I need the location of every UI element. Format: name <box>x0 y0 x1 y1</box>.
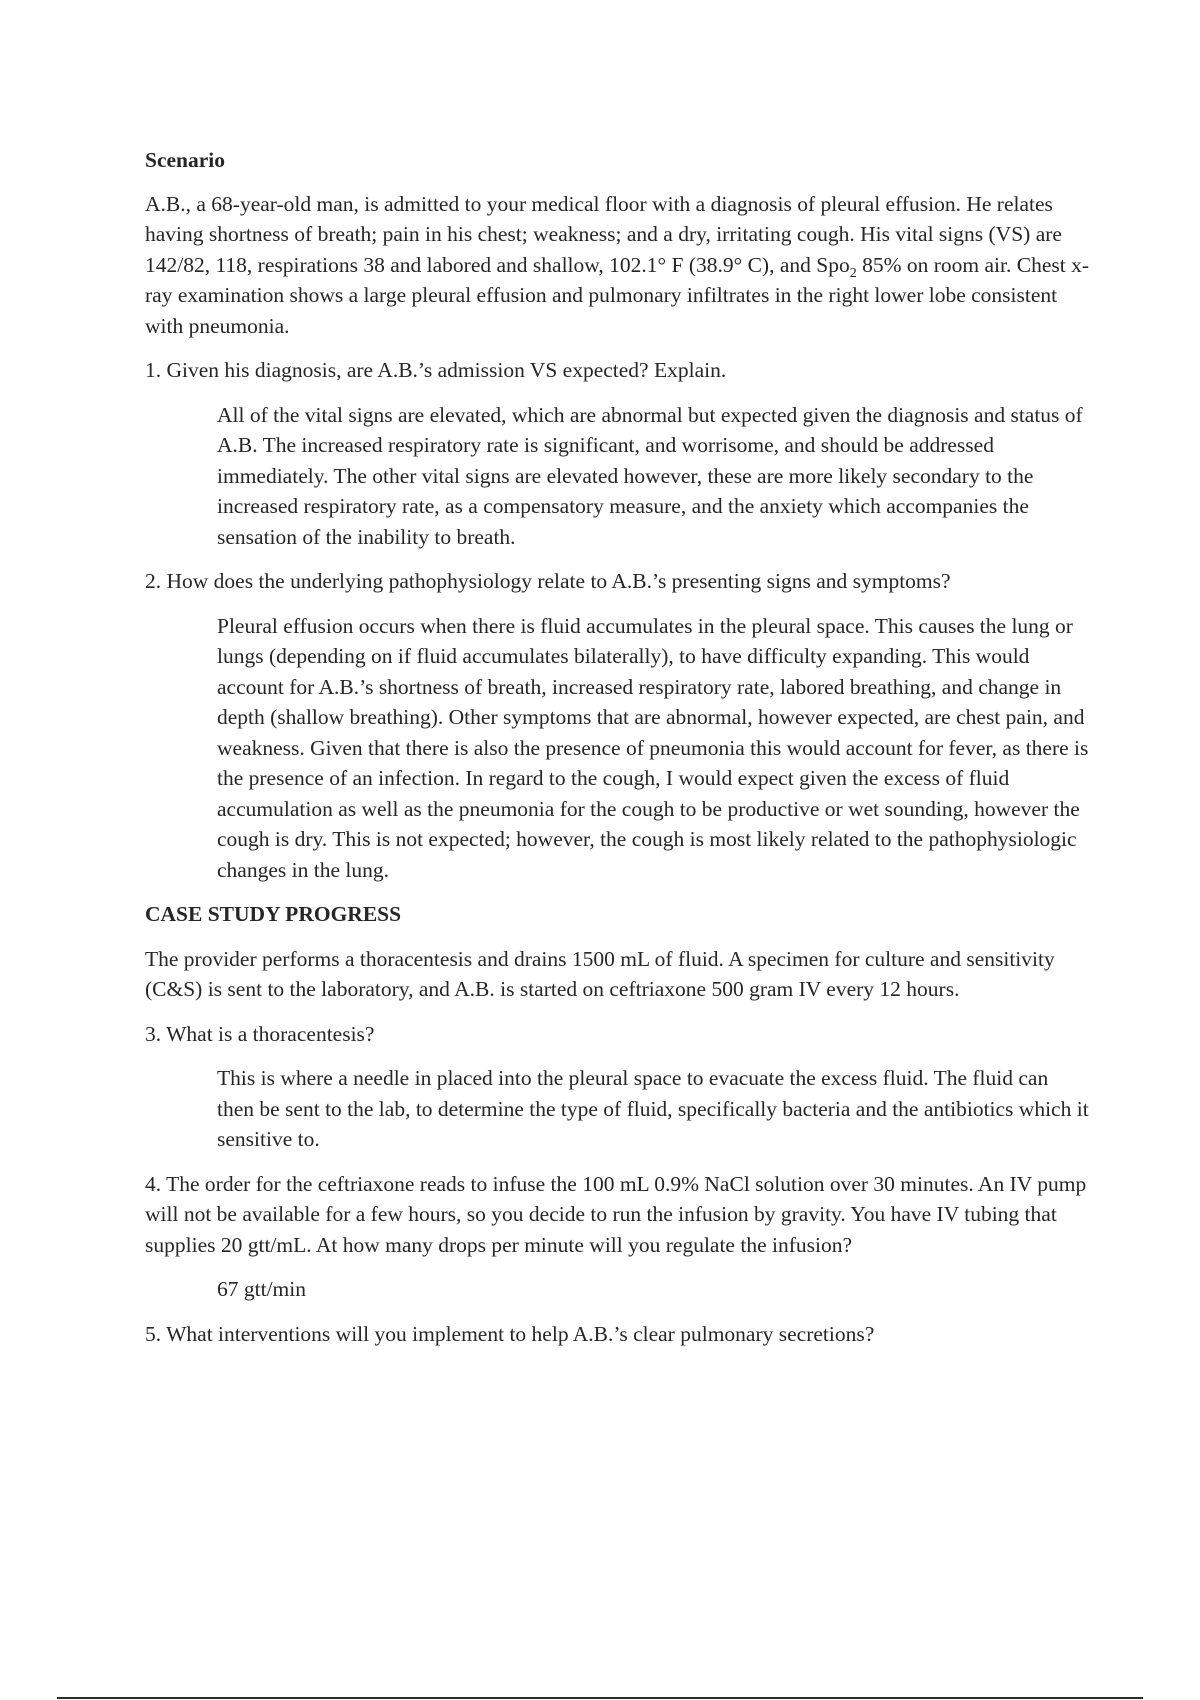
answer-3: This is where a needle in placed into the pleural space to evacuate the excess fluid. The fluid can then be sent to the lab, to determine the type of fluid, specifically bacteria and the antibiotics which it sensitive to. <box>217 1066 1089 1151</box>
case-study-progress-text: The provider performs a thoracentesis and drains 1500 mL of fluid. A specimen for culture and sensitivity (C&S) is sent to the laboratory, and A.B. is started on ceftriaxone 500 gram IV every 12 hours. <box>145 946 1055 1001</box>
footer-divider <box>57 1697 1143 1699</box>
scenario-title: Scenario <box>145 148 226 172</box>
scenario-text-part2: 85% on room air. Chest x-ray examination shows a large pleural effusion and pulmonary infiltrates in the right lower lobe consistent with pneumonia. <box>145 252 1089 338</box>
question-1: 1. Given his diagnosis, are A.B.’s admission VS expected? Explain. <box>145 358 727 382</box>
document-page <box>145 140 1090 1363</box>
answer-2: Pleural effusion occurs when there is fluid accumulates in the pleural space. This causes the lung or lungs (depending on if fluid accumulates bilaterally), to have difficulty expanding. This would account for A.B.’s shortness of breath, increased respiratory rate, labored breathing, and change in depth (shallow breathing). Other symptoms that are abnormal, however expected, are chest pain, and weakness. Given that there is also the presence of pneumonia this would account for fever, as there is the presence of an infection. In regard to the cough, I would expect given the excess of fluid accumulation as well as the pneumonia for the cough to be productive or wet sounding, however the cough is dry. This is not expected; however, the cough is most likely related to the pathophysiologic changes in the lung. <box>217 613 1089 882</box>
answer-4: 67 gtt/min <box>217 1277 306 1301</box>
case-study-progress-title: CASE STUDY PROGRESS <box>145 902 402 926</box>
question-2: 2. How does the underlying pathophysiology relate to A.B.’s presenting signs and symptoms? <box>145 569 951 593</box>
question-5: 5. What interventions will you implement to help A.B.’s clear pulmonary secretions? <box>145 1321 875 1346</box>
scenario-text <box>145 189 1090 342</box>
answer-1: All of the vital signs are elevated, which are abnormal but expected given the diagnosis and status of A.B. The increased respiratory rate is significant, and worrisome, and should be addressed immediately. The other vital signs are elevated however, these are more likely secondary to the increased respiratory rate, as a compensatory measure, and the anxiety which accompanies the sensation of the inability to breath. <box>217 402 1083 549</box>
question-4: 4. The order for the ceftriaxone reads to infuse the 100 mL 0.9% NaCl solution over 30 minutes. An IV pump will not be available for a few hours, so you decide to run the infusion by gravity. You have IV tubing that supplies 20 gtt/mL. At how many drops per minute will you regulate the infusion? <box>145 1171 1087 1257</box>
question-3: 3. What is a thoracentesis? <box>145 1021 375 1046</box>
scenario-text-subscript: 2 <box>849 265 857 281</box>
scenario-text-part1: A.B., a 68-year-old man, is admitted to your medical floor with a diagnosis of pleural effusion. He relates having shortness of breath; pain in his chest; weakness; and a dry, irritating cough. His vital signs (VS) are 142/82, 118, respirations 38 and labored and shallow, 102.1° F (38.9° C), and Spo <box>145 191 1062 277</box>
